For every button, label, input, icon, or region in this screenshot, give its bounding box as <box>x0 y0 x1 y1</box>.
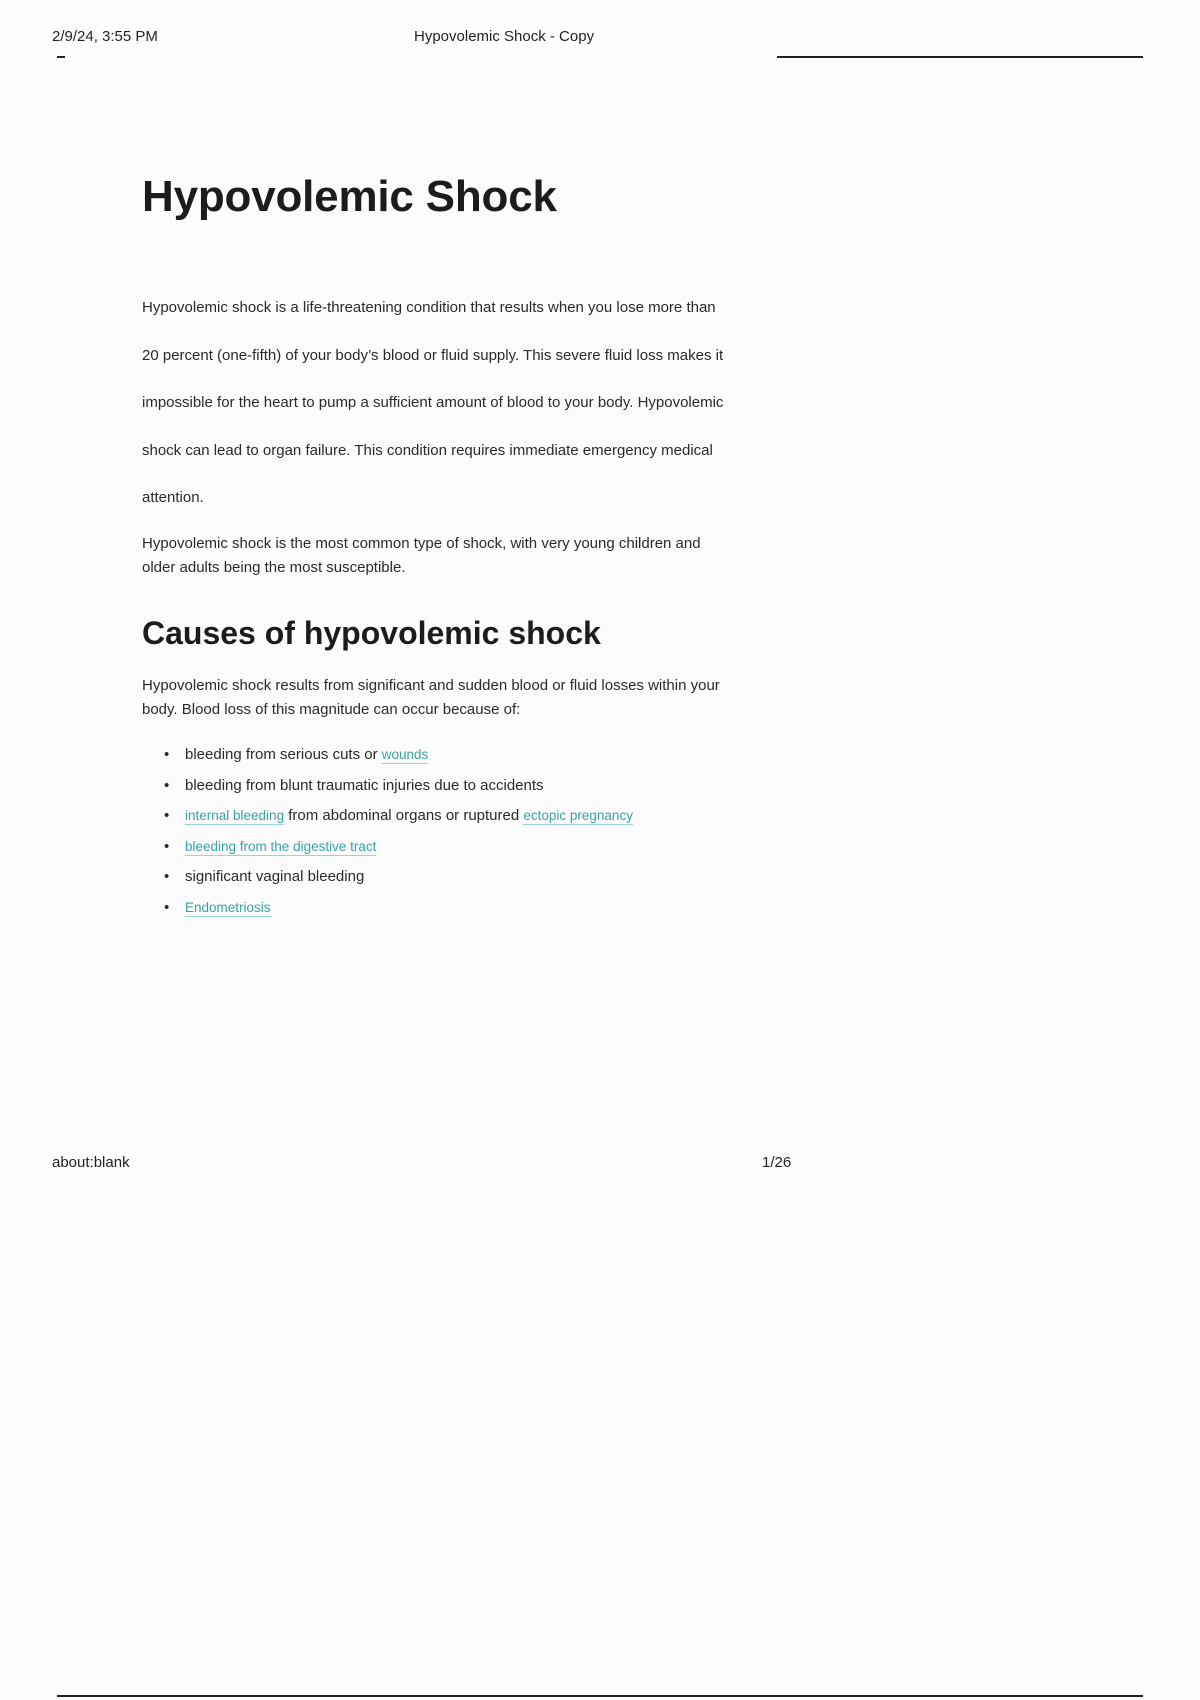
endometriosis-link[interactable]: Endometriosis <box>185 899 271 915</box>
bullet-icon: • <box>164 745 170 763</box>
footer-url: about:blank <box>52 1154 130 1171</box>
header-tick-mark <box>57 56 65 58</box>
list-item <box>164 893 732 924</box>
print-date: 2/9/24, 3:55 PM <box>52 28 158 45</box>
susceptibility-paragraph: Hypovolemic shock is the most common type of shock, with very young children and older adults being the most susceptible. <box>142 534 701 576</box>
print-header <box>52 28 1148 48</box>
list-item <box>164 801 732 832</box>
footer-rule <box>57 1695 1143 1697</box>
internal-bleeding-link[interactable]: internal bleeding <box>185 808 285 824</box>
causes-intro-paragraph: Hypovolemic shock results from significant and sudden blood or fluid losses within your body. Blood loss of this magnitude can occur because of: <box>142 676 720 718</box>
header-rule <box>777 56 1143 58</box>
causes-list <box>142 740 732 924</box>
article-content <box>142 160 732 924</box>
article-title: Hypovolemic Shock <box>142 172 557 221</box>
bullet-icon: • <box>164 898 170 916</box>
cause-text: from abdominal organs or ruptured <box>284 807 524 825</box>
digestive-bleeding-link[interactable]: bleeding from the digestive tract <box>185 838 377 854</box>
intro-paragraph: Hypovolemic shock is a life-threatening condition that results when you lose more than 20 percent (one-fifth) of your body’s blood or fluid supply. This severe fluid loss makes it impossible for the heart to pump a sufficient amount of blood to your body. Hypovolemic shock can lead to organ failure. This condition requires immediate emergency medical attention. <box>142 299 724 507</box>
causes-heading: Causes of hypovolemic shock <box>142 614 601 651</box>
list-item <box>164 862 732 893</box>
list-item <box>164 740 732 771</box>
print-title: Hypovolemic Shock - Copy <box>414 28 595 45</box>
wounds-link[interactable]: wounds <box>381 746 429 762</box>
print-footer <box>52 1154 802 1174</box>
page-number: 1/26 <box>762 1154 792 1171</box>
bullet-icon: • <box>164 837 170 855</box>
bullet-icon: • <box>164 807 170 825</box>
ectopic-pregnancy-link[interactable]: ectopic pregnancy <box>523 808 633 824</box>
bullet-icon: • <box>164 776 170 794</box>
cause-text: bleeding from serious cuts or <box>185 745 382 763</box>
list-item <box>164 832 732 863</box>
bullet-icon: • <box>164 868 170 886</box>
cause-text: bleeding from blunt traumatic injuries due to accidents <box>185 776 544 794</box>
cause-text: significant vaginal bleeding <box>185 868 365 886</box>
list-item <box>164 771 732 802</box>
